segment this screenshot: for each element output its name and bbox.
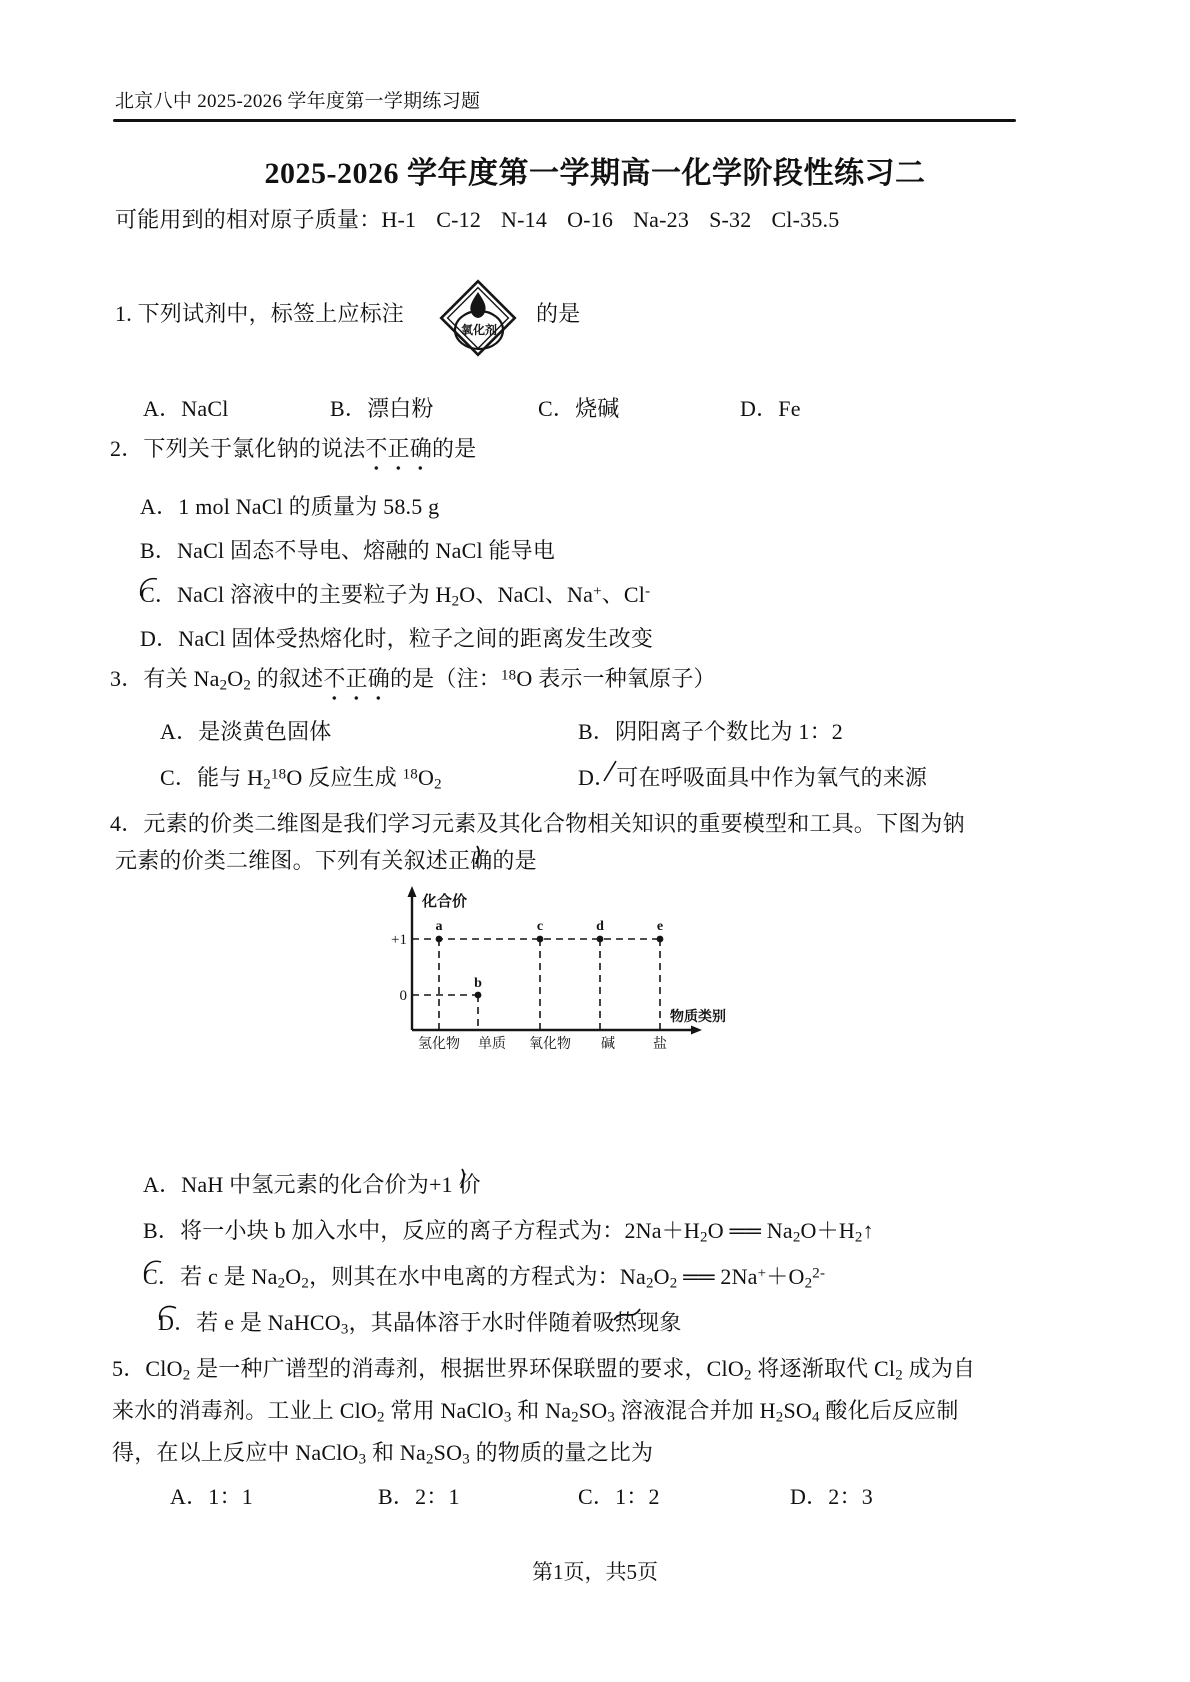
chart-point-d (597, 936, 604, 943)
q4-option-b-text: 将一小块 b 加入水中，反应的离子方程式为：$2Na+H_2O$ ══ $Na_2O+H_2↑$ (180, 1218, 874, 1246)
q5-option-c[interactable] (578, 1480, 660, 1511)
question-1-stem-after: 的是 (536, 301, 581, 326)
q2-option-d[interactable] (140, 622, 653, 653)
chart-y-axis-label: 化合价 (422, 893, 468, 910)
q4-option-b[interactable] (143, 1214, 874, 1247)
q2-option-d-text: NaCl 固体受热熔化时，粒子之间的距离发生改变 (178, 626, 654, 651)
q1-option-d-text: Fe (778, 396, 801, 421)
oxidizer-hazard-diamond-icon (434, 268, 522, 368)
q1-option-a[interactable] (143, 392, 229, 423)
q1-number: 1. (115, 301, 132, 326)
chart-point-b (475, 992, 482, 999)
question-4-stem-line2: 元素的价类二维图。下列有关叙述正确的是 (115, 848, 537, 873)
chart-point-e-label: e (656, 919, 664, 934)
valence-category-chart (382, 880, 782, 1060)
question-5-line2: 来水的消毒剂。工业上 ClO$_2$ 常用 NaClO$_3$ 和 $Na_2SO_3$ 溶液混合并加 $H_2SO_4$ 酸化后反应制 (112, 1398, 959, 1426)
q4-option-d[interactable] (158, 1306, 682, 1339)
chart-point-c-label: c (536, 919, 544, 934)
page-title: 2025-2026 学年度第一学期高一化学阶段性练习二 (264, 157, 926, 190)
q1-stem-text-a: 下列试剂中，标签上应标注 (137, 301, 405, 326)
q3-option-a-letter: A． (160, 719, 199, 744)
q5-option-b[interactable] (378, 1480, 460, 1511)
atomic-mass-s: S-32 (709, 207, 752, 232)
q3-option-d[interactable] (578, 761, 927, 792)
q4-option-c-letter: C． (143, 1264, 181, 1289)
q4-option-a-text: NaH 中氢元素的化合价为+1 价 (181, 1172, 481, 1197)
chart-point-a-label: a (435, 919, 443, 934)
q4-stem-line1-text: 元素的价类二维图是我们学习元素及其化合物相关知识的重要模型和工具。下图为钠 (143, 811, 965, 836)
q5-option-d[interactable] (790, 1480, 873, 1511)
q5-option-b-text: 2：1 (415, 1484, 460, 1509)
q3-stem-b: 的是（注：$^{18}$O 表示一种氧原子） (389, 666, 716, 691)
q2-option-d-letter: D． (140, 626, 179, 651)
page-footer: 第1页，共5页 (532, 1560, 658, 1584)
atomic-mass-h: H-1 (381, 207, 417, 232)
q3-option-c-text: 能与 $H_2^{18}O$ 反应生成 $^{18}O_2$ (197, 765, 442, 793)
q3-option-d-letter: D． (578, 765, 617, 790)
q2-option-a-letter: A． (140, 494, 179, 519)
q1-option-c-letter: C． (538, 396, 576, 421)
q3-option-c[interactable] (160, 761, 442, 794)
atomic-mass-o: O-16 (567, 207, 614, 232)
q5-option-c-text: 1：2 (615, 1484, 660, 1509)
q3-stem-a: 有关 $Na_2O_2$ 的叙述 (143, 666, 324, 694)
q4-option-a[interactable] (143, 1168, 481, 1199)
q2-number: 2． (110, 436, 144, 461)
q1-option-c[interactable] (538, 392, 619, 423)
atomic-mass-c: C-12 (436, 207, 482, 232)
q4-number: 4． (110, 811, 144, 836)
chart-point-a (436, 936, 443, 943)
q2-stem-b: 的是 (432, 436, 477, 461)
q5-option-b-letter: B． (378, 1484, 416, 1509)
question-4-stem-line1 (110, 807, 965, 840)
atomic-mass-n: N-14 (501, 207, 548, 232)
q5-option-a-text: 1：1 (208, 1484, 253, 1509)
chart-xtick-oxide: 氧化物 (529, 1035, 571, 1051)
question-1-stem-before (115, 297, 404, 330)
q5-number: 5． (112, 1356, 146, 1381)
atomic-mass-label: 可能用到的相对原子质量： (115, 207, 382, 232)
q3-option-b-letter: B． (578, 719, 616, 744)
q3-option-a-text: 是淡黄色固体 (198, 719, 332, 744)
chart-xtick-base: 碱 (601, 1035, 615, 1051)
q3-option-a[interactable] (160, 715, 332, 746)
q5-line1-text: ClO$_2$ 是一种广谱型的消毒剂，根据世界环保联盟的要求，ClO$_2$ 将逐渐取代 $Cl_2$ 成为自 (145, 1356, 976, 1384)
q5-option-a-letter: A． (170, 1484, 209, 1509)
q5-option-d-letter: D． (790, 1484, 829, 1509)
q1-option-b[interactable] (330, 392, 434, 423)
q3-option-c-letter: C． (160, 765, 198, 790)
q3-option-b[interactable] (578, 715, 843, 746)
q2-option-b-text: NaCl 固态不导电、熔融的 NaCl 能导电 (177, 538, 556, 563)
chart-point-d-label: d (596, 919, 604, 934)
q1-option-a-letter: A． (143, 396, 182, 421)
q2-option-b[interactable] (140, 534, 555, 565)
q2-option-c-text: NaCl 溶液中的主要粒子为 $H_2O$、NaCl、Na+、Cl- (177, 582, 651, 610)
chart-xtick-hydride: 氢化物 (418, 1035, 460, 1051)
q2-stem-a: 下列关于氯化钠的说法 (143, 436, 366, 461)
question-5-line1 (112, 1352, 975, 1387)
q1-option-c-text: 烧碱 (575, 396, 620, 421)
q2-option-c[interactable] (140, 578, 650, 611)
q3-stem-emphasis: 不正确 (323, 666, 390, 691)
q5-option-c-letter: C． (578, 1484, 616, 1509)
q2-option-b-letter: B． (140, 538, 178, 563)
q4-option-b-letter: B． (143, 1218, 181, 1243)
chart-xtick-salt: 盐 (653, 1035, 667, 1051)
q4-option-c-text: 若 c 是 $Na_2O_2$，则其在水中电离的方程式为：$Na_2O_2$ ══ $2Na^++O_2^{2-}$ (180, 1264, 826, 1292)
q4-option-d-letter: D． (158, 1310, 197, 1335)
question-3-stem (110, 662, 716, 697)
header-rule (113, 119, 1016, 122)
chart-point-e (657, 936, 664, 943)
chart-ytick-zero: 0 (399, 988, 407, 1004)
q5-option-d-text: 2：3 (828, 1484, 873, 1509)
atomic-mass-na: Na-23 (633, 207, 690, 232)
q2-option-a-text: 1 mol NaCl 的质量为 58.5 g (178, 494, 440, 519)
q4-option-d-text: 若 e 是 NaHCO$_3$，其晶体溶于水时伴随着吸热现象 (196, 1310, 682, 1338)
q3-number: 3． (110, 666, 144, 691)
chart-point-c (537, 936, 544, 943)
q4-option-c[interactable] (143, 1260, 825, 1293)
chart-point-b-label: b (474, 976, 482, 991)
q3-option-d-text: 可在呼吸面具中作为氧气的来源 (616, 765, 928, 790)
chart-ytick-plus1: +1 (391, 932, 407, 948)
chart-xtick-element: 单质 (478, 1035, 506, 1051)
chart-x-axis-label: 物质类别 (670, 1008, 726, 1024)
q2-stem-emphasis: 不正确 (365, 436, 433, 461)
q2-option-a[interactable] (140, 490, 439, 521)
q4-option-a-letter: A． (143, 1172, 182, 1197)
q1-option-d[interactable] (740, 392, 801, 423)
hazard-icon-label: 氧化剂 (460, 323, 498, 337)
q1-option-b-text: 漂白粉 (367, 396, 434, 421)
q3-option-b-text: 阴阳离子个数比为 1：2 (615, 719, 843, 744)
page-header-school-line: 北京八中 2025-2026 学年度第一学期练习题 (115, 91, 481, 112)
question-2-stem (110, 432, 476, 465)
atomic-mass-line (115, 203, 839, 234)
atomic-mass-cl: Cl-35.5 (771, 207, 840, 232)
question-5-line3: 得，在以上反应中 NaClO$_3$ 和 $Na_2SO_3$ 的物质的量之比为 (112, 1440, 654, 1468)
q1-option-b-letter: B． (330, 396, 368, 421)
q2-option-c-letter: C． (140, 582, 178, 607)
q1-option-a-text: NaCl (181, 396, 229, 421)
q1-option-d-letter: D． (740, 396, 779, 421)
q5-option-a[interactable] (170, 1480, 253, 1511)
